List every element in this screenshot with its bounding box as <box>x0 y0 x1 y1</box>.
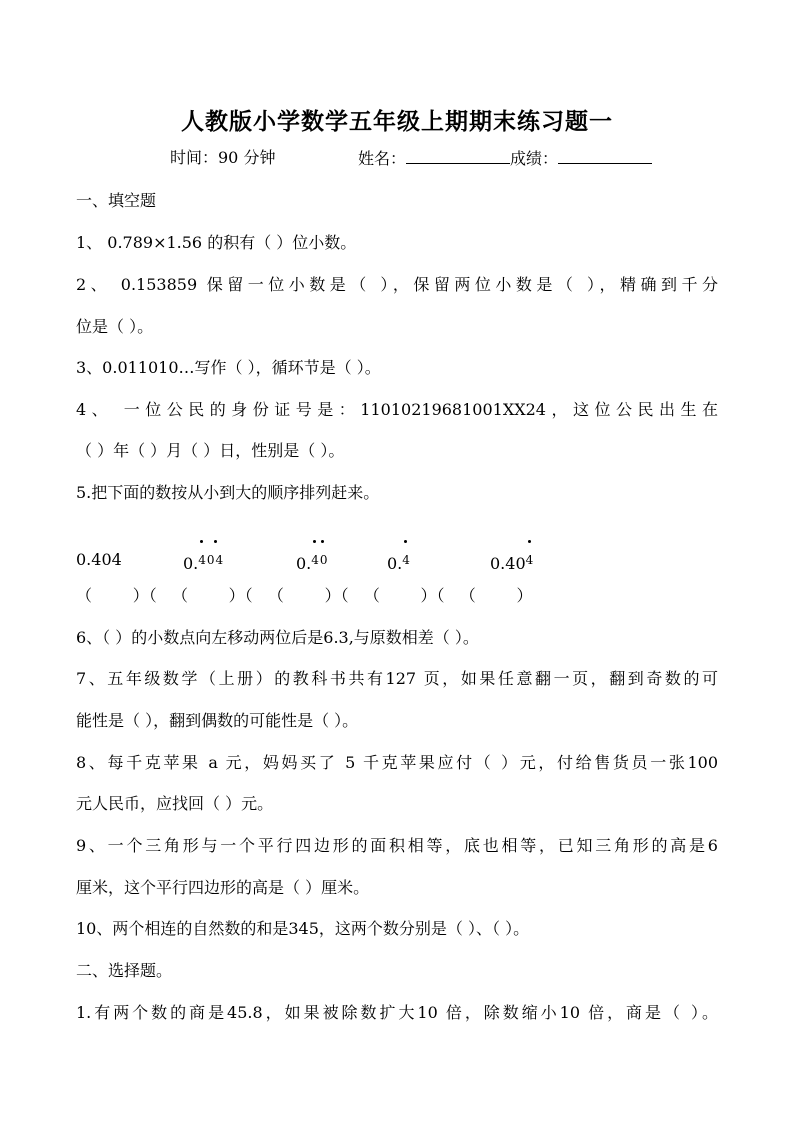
name-blank[interactable] <box>406 147 510 164</box>
name-label: 姓名： <box>358 149 407 168</box>
question-9-line-2: 厘米，这个平行四边形的高是（ ）厘米。 <box>76 878 370 897</box>
question-6: 6、（ ）的小数点向左移动两位后是6.3,与原数相差（ ）。 <box>76 628 479 647</box>
number-3-decimals: 40 <box>311 553 329 567</box>
number-5-integer: 0.40 <box>490 554 526 573</box>
question-9-line-1: 9、一个三角形与一个平行四边形的面积相等，底也相等，已知三角形的高是6 <box>76 836 718 855</box>
section-heading-multiple-choice: 二、选择题。 <box>76 961 173 980</box>
section-heading-fill-blank: 一、填空题 <box>76 191 157 210</box>
question-10: 10、两个相连的自然数的和是345，这两个数分别是（ ）、（ ）。 <box>76 919 530 938</box>
number-2-decimals: 404 <box>198 553 225 567</box>
number-2 <box>183 549 224 575</box>
page-title: 人教版小学数学五年级上期期末练习题一 <box>181 108 613 135</box>
question-3: 3、0.011010…写作（ ），循环节是（ ）。 <box>76 358 381 377</box>
question-4-line-2: （ ）年（ ）月（ ）日，性别是（ ）。 <box>76 441 345 460</box>
number-5 <box>490 549 534 575</box>
name-field <box>358 147 652 170</box>
question-2-line-2: 位是（ ）。 <box>76 317 154 336</box>
repeat-dot <box>528 540 531 543</box>
repeat-dot <box>321 540 324 543</box>
repeat-dot <box>313 540 316 543</box>
number-5-repeating <box>526 549 535 571</box>
time-limit: 时间：90 分钟 <box>170 148 276 167</box>
number-4-decimals: 4 <box>402 553 411 567</box>
repeat-dot <box>200 540 203 543</box>
number-2-integer: 0. <box>183 554 199 573</box>
number-2-repeating <box>198 549 224 571</box>
question-2-line-1: 2、 0.153859 保留一位小数是（ ），保留两位小数是（ ），精确到千分 <box>76 275 718 294</box>
number-3 <box>296 549 329 575</box>
number-3-repeating <box>311 549 328 571</box>
question-7-line-2: 能性是（ ），翻到偶数的可能性是（ ）。 <box>76 711 359 730</box>
number-1: 0.404 <box>76 550 122 569</box>
question-7-line-1: 7、五年级数学（上册）的教科书共有127 页，如果任意翻一页，翻到奇数的可 <box>76 669 718 688</box>
choice-question-1: 1.有两个数的商是45.8，如果被除数扩大10 倍，除数缩小10 倍，商是（ ）。 <box>76 1003 718 1022</box>
repeat-dot <box>214 540 217 543</box>
question-8-line-1: 8、每千克苹果 a 元，妈妈买了 5 千克苹果应付（ ）元，付给售货员一张100 <box>76 753 718 772</box>
number-3-integer: 0. <box>296 554 312 573</box>
number-4-repeating <box>402 549 411 571</box>
question-8-line-2: 元人民币，应找回（ ）元。 <box>76 794 274 813</box>
score-label: 成绩： <box>510 149 559 168</box>
number-4-integer: 0. <box>387 554 403 573</box>
number-4 <box>387 549 411 575</box>
question-1: 1、 0.789×1.56 的积有（ ）位小数。 <box>76 233 357 252</box>
question-4-line-1: 4、 一位公民的身份证号是：11010219681001XX24，这位公民出生在 <box>76 400 718 419</box>
question-5: 5.把下面的数按从小到大的顺序排列赶来。 <box>76 483 380 502</box>
repeat-dot <box>404 540 407 543</box>
ordering-answer-row: （ ）（ （ ）（ （ ）（ （ ）（ （ ） <box>76 586 533 605</box>
number-5-decimals: 4 <box>525 553 535 567</box>
score-blank[interactable] <box>558 147 652 164</box>
